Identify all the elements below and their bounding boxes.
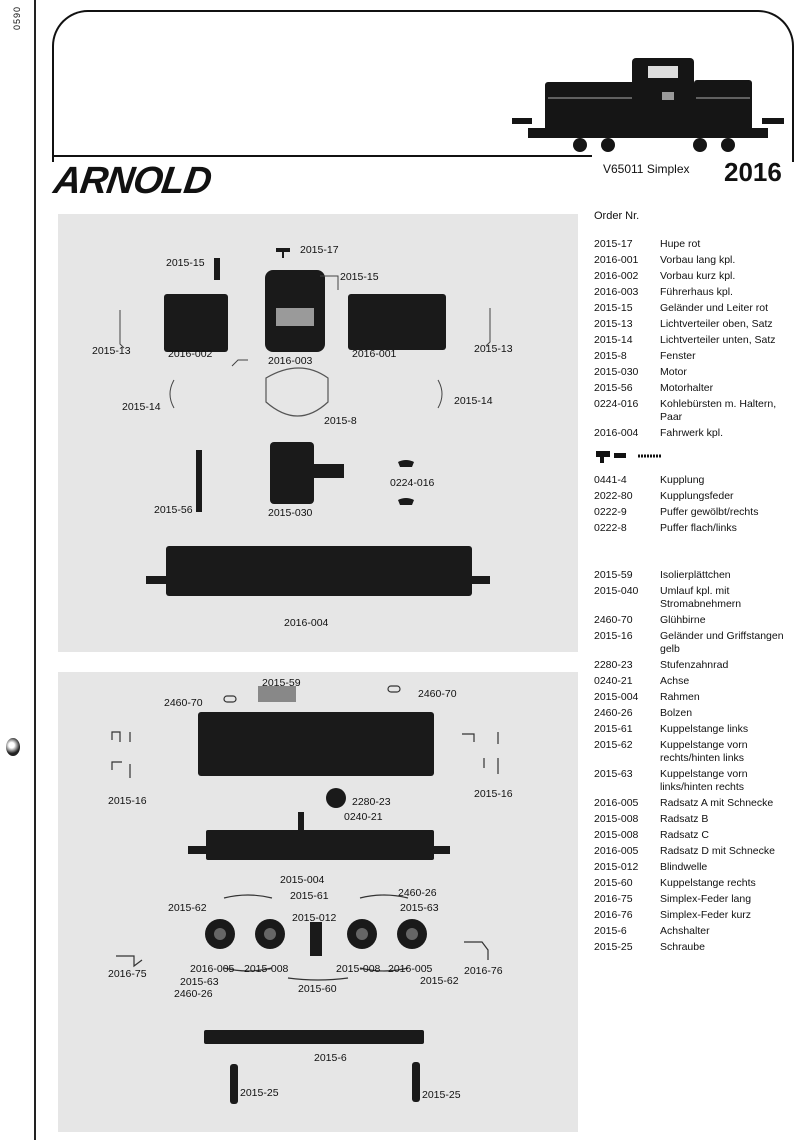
- coupler-illustration: [594, 447, 674, 465]
- callout-2015-012: 2015-012: [292, 912, 337, 924]
- light-top-right: [486, 308, 490, 346]
- callout-2015-16-right: 2015-16: [474, 788, 513, 800]
- part-description: Achshalter: [660, 925, 710, 937]
- callout-2015-15-ladder: 2015-15: [166, 257, 205, 269]
- part-row: [594, 286, 794, 299]
- part-row: [594, 797, 794, 810]
- spring-long: [116, 956, 142, 966]
- part-number: 2015-012: [594, 861, 639, 873]
- part-number: 2015-8: [594, 350, 627, 362]
- part-row: [594, 522, 794, 535]
- part-row: [594, 909, 794, 922]
- callout-2016-005-d: 2016-005: [388, 963, 433, 975]
- callout-2460-70-right: 2460-70: [418, 688, 457, 700]
- part-description: Radsatz C: [660, 829, 710, 841]
- part-row: [594, 659, 794, 672]
- part-number: 2015-63: [594, 768, 633, 780]
- callout-2015-62-bottom: 2015-62: [420, 975, 459, 987]
- part-row: [594, 675, 794, 688]
- part-number: 2015-008: [594, 829, 639, 841]
- part-description: Motorhalter: [660, 382, 714, 394]
- part-row: [594, 238, 794, 251]
- long-hood-part: [348, 294, 446, 350]
- part-description: Simplex-Feder kurz: [660, 909, 752, 921]
- part-description: Geländer und Griffstangen gelb: [660, 630, 784, 655]
- part-row: [594, 707, 794, 720]
- callout-2015-60: 2015-60: [298, 983, 337, 995]
- ladder-part: [214, 258, 220, 280]
- callout-2015-59: 2015-59: [262, 677, 301, 689]
- part-description: Kupplungsfeder: [660, 490, 734, 502]
- part-description: Hupe rot: [660, 238, 701, 250]
- axle-holder-part: [204, 1030, 424, 1044]
- part-description: Puffer gewölbt/rechts: [660, 506, 759, 518]
- part-description: Isolierplättchen: [660, 569, 731, 581]
- part-number: 2015-56: [594, 382, 633, 394]
- punch-hole: [6, 738, 20, 756]
- part-number: 2022-80: [594, 490, 633, 502]
- part-number: 0222-8: [594, 522, 627, 534]
- callout-2015-14-right: 2015-14: [454, 395, 493, 407]
- order-title: Order Nr.: [594, 210, 640, 222]
- part-number: 0224-016: [594, 398, 639, 410]
- callout-2015-008-b: 2015-008: [244, 963, 289, 975]
- callout-2015-004: 2015-004: [280, 874, 325, 886]
- part-description: Simplex-Feder lang: [660, 893, 752, 905]
- part-number: 2015-040: [594, 585, 639, 597]
- part-description: Lichtverteiler oben, Satz: [660, 318, 773, 330]
- exploded-view-body: [58, 214, 578, 652]
- running-board-part: [198, 712, 434, 776]
- part-row: [594, 569, 794, 582]
- part-number: 2015-16: [594, 630, 633, 642]
- parts-list-coupler: [594, 474, 794, 538]
- bulb-right: [388, 686, 400, 692]
- callout-2016-001: 2016-001: [352, 348, 397, 360]
- part-number: 2016-75: [594, 893, 633, 905]
- part-description: Vorbau kurz kpl.: [660, 270, 736, 282]
- part-description: Blindwelle: [660, 861, 708, 873]
- part-description: Radsatz D mit Schnecke: [660, 845, 775, 857]
- part-row: [594, 318, 794, 331]
- screw-left: [230, 1064, 238, 1104]
- callout-2015-13-left: 2015-13: [92, 345, 131, 357]
- motor-worm: [314, 464, 344, 478]
- callout-2016-002: 2016-002: [168, 348, 213, 360]
- part-description: Rahmen: [660, 691, 700, 703]
- part-row: [594, 506, 794, 519]
- parts-list-chassis: [594, 569, 794, 957]
- part-row: [594, 398, 794, 424]
- horn-part: [276, 248, 290, 258]
- part-number: 2460-26: [594, 707, 633, 719]
- margin-rule: [34, 0, 36, 1140]
- part-description: Schraube: [660, 941, 705, 953]
- locomotive-photo: [0, 0, 800, 160]
- part-row: [594, 768, 794, 794]
- part-description: Führerhaus kpl.: [660, 286, 733, 298]
- parts-list-body: [594, 238, 794, 443]
- model-number: 2016: [724, 157, 782, 187]
- callout-2015-25-right: 2015-25: [422, 1089, 461, 1101]
- part-row: [594, 829, 794, 842]
- part-row: [594, 366, 794, 379]
- part-number: 0240-21: [594, 675, 633, 687]
- light-top-left: [120, 310, 124, 348]
- callout-0224-016: 0224-016: [390, 477, 435, 489]
- part-description: Radsatz B: [660, 813, 709, 825]
- part-number: 2016-004: [594, 427, 639, 439]
- part-number: 2015-17: [594, 238, 633, 250]
- part-row: [594, 490, 794, 503]
- part-description: Geländer und Leiter rot: [660, 302, 768, 314]
- part-number: 2016-003: [594, 286, 639, 298]
- part-description: Kuppelstange vorn rechts/hinten links: [660, 739, 748, 764]
- part-description: Umlauf kpl. mit Stromabnehmern: [660, 585, 742, 610]
- part-description: Kuppelstange rechts: [660, 877, 756, 889]
- part-number: 2015-6: [594, 925, 627, 937]
- part-row: [594, 254, 794, 267]
- part-row: [594, 350, 794, 363]
- callout-2015-62-top: 2015-62: [168, 902, 207, 914]
- part-row: [594, 334, 794, 347]
- side-code: 0590: [12, 5, 22, 30]
- callout-2015-63-bottom: 2015-63: [180, 976, 219, 988]
- part-number: 2015-030: [594, 366, 639, 378]
- screw-right: [412, 1062, 420, 1102]
- part-row: [594, 845, 794, 858]
- part-number: 2015-61: [594, 723, 633, 735]
- part-number: 2016-005: [594, 845, 639, 857]
- callout-2015-25-left: 2015-25: [240, 1087, 279, 1099]
- callout-2015-008-c: 2015-008: [336, 963, 381, 975]
- callout-2015-15-railing: 2015-15: [340, 271, 379, 283]
- part-row: [594, 691, 794, 704]
- frame-part: [206, 830, 434, 860]
- part-number: 2016-005: [594, 797, 639, 809]
- callout-2016-005-a: 2016-005: [190, 963, 235, 975]
- part-row: [594, 941, 794, 954]
- part-row: [594, 877, 794, 890]
- callout-2015-6: 2015-6: [314, 1052, 347, 1064]
- part-description: Bolzen: [660, 707, 693, 719]
- part-description: Stufenzahnrad: [660, 659, 729, 671]
- motor-part: [270, 442, 314, 504]
- light-bottom-left: [170, 380, 174, 408]
- part-number: 2280-23: [594, 659, 633, 671]
- handrail-left: [112, 732, 130, 778]
- callout-2016-75: 2016-75: [108, 968, 147, 980]
- callout-2015-14-left: 2015-14: [122, 401, 161, 413]
- spring-short: [464, 942, 488, 960]
- callout-2016-76: 2016-76: [464, 965, 503, 977]
- part-row: [594, 614, 794, 627]
- model-name: V65011 Simplex: [603, 162, 690, 176]
- brush-part-b: [398, 498, 414, 505]
- railing-part: [232, 360, 248, 366]
- part-number: 2015-60: [594, 877, 633, 889]
- brush-part-a: [398, 460, 414, 467]
- part-row: [594, 813, 794, 826]
- part-description: Motor: [660, 366, 687, 378]
- callout-2280-23: 2280-23: [352, 796, 391, 808]
- callout-0240-21: 0240-21: [344, 811, 383, 823]
- jackshaft-part: [310, 922, 322, 956]
- chassis-part: [166, 546, 472, 596]
- callout-2460-70-left: 2460-70: [164, 697, 203, 709]
- part-number: 2016-001: [594, 254, 639, 266]
- part-number: 0441-4: [594, 474, 627, 486]
- part-description: Lichtverteiler unten, Satz: [660, 334, 776, 346]
- part-row: [594, 723, 794, 736]
- part-description: Fahrwerk kpl.: [660, 427, 724, 439]
- short-hood-part: [164, 294, 228, 352]
- part-number: 2460-70: [594, 614, 633, 626]
- part-row: [594, 474, 794, 487]
- callout-2015-56: 2015-56: [154, 504, 193, 516]
- part-description: Achse: [660, 675, 690, 687]
- part-description: Kohlebürsten m. Haltern, Paar: [660, 398, 777, 423]
- callout-2015-8: 2015-8: [324, 415, 357, 427]
- callout-2015-61: 2015-61: [290, 890, 329, 902]
- part-number: 2015-004: [594, 691, 639, 703]
- callout-2460-26-bottom: 2460-26: [174, 988, 213, 1000]
- part-number: 2015-62: [594, 739, 633, 751]
- callout-2015-13-right: 2015-13: [474, 343, 513, 355]
- part-row: [594, 302, 794, 315]
- callout-2015-16-left: 2015-16: [108, 795, 147, 807]
- bulb-left: [224, 696, 236, 702]
- callout-2016-004: 2016-004: [284, 617, 329, 629]
- part-number: 2015-59: [594, 569, 633, 581]
- part-description: Radsatz A mit Schnecke: [660, 797, 774, 809]
- part-description: Vorbau lang kpl.: [660, 254, 736, 266]
- body-parts-drawing: [58, 214, 578, 652]
- part-description: Kuppelstange links: [660, 723, 749, 735]
- window-part: [266, 368, 328, 416]
- callout-2460-26-top: 2460-26: [398, 887, 437, 899]
- part-row: [594, 893, 794, 906]
- callout-2015-17: 2015-17: [300, 244, 339, 256]
- callout-2016-003: 2016-003: [268, 355, 313, 367]
- handrail-right: [462, 732, 498, 774]
- part-number: 2015-15: [594, 302, 633, 314]
- part-row: [594, 270, 794, 283]
- part-row: [594, 861, 794, 874]
- part-number: 2015-14: [594, 334, 633, 346]
- callout-2015-63-top: 2015-63: [400, 902, 439, 914]
- part-row: [594, 630, 794, 656]
- part-row: [594, 925, 794, 938]
- callout-2015-030: 2015-030: [268, 507, 313, 519]
- part-row: [594, 739, 794, 765]
- part-description: Puffer flach/links: [660, 522, 737, 534]
- part-number: 2015-13: [594, 318, 633, 330]
- part-number: 2015-008: [594, 813, 639, 825]
- part-row: [594, 585, 794, 611]
- brand-logo: ARNOLD: [51, 160, 214, 202]
- part-row: [594, 427, 794, 440]
- part-description: Fenster: [660, 350, 696, 362]
- part-description: Kuppelstange vorn links/hinten rechts: [660, 768, 748, 793]
- part-number: 2016-76: [594, 909, 633, 921]
- light-bottom-right: [438, 380, 442, 408]
- part-number: 0222-9: [594, 506, 627, 518]
- gear-part: [326, 788, 346, 808]
- part-number: 2016-002: [594, 270, 639, 282]
- part-number: 2015-25: [594, 941, 633, 953]
- part-description: Kupplung: [660, 474, 705, 486]
- part-row: [594, 382, 794, 395]
- motor-holder-part: [196, 450, 202, 512]
- part-description: Glühbirne: [660, 614, 706, 626]
